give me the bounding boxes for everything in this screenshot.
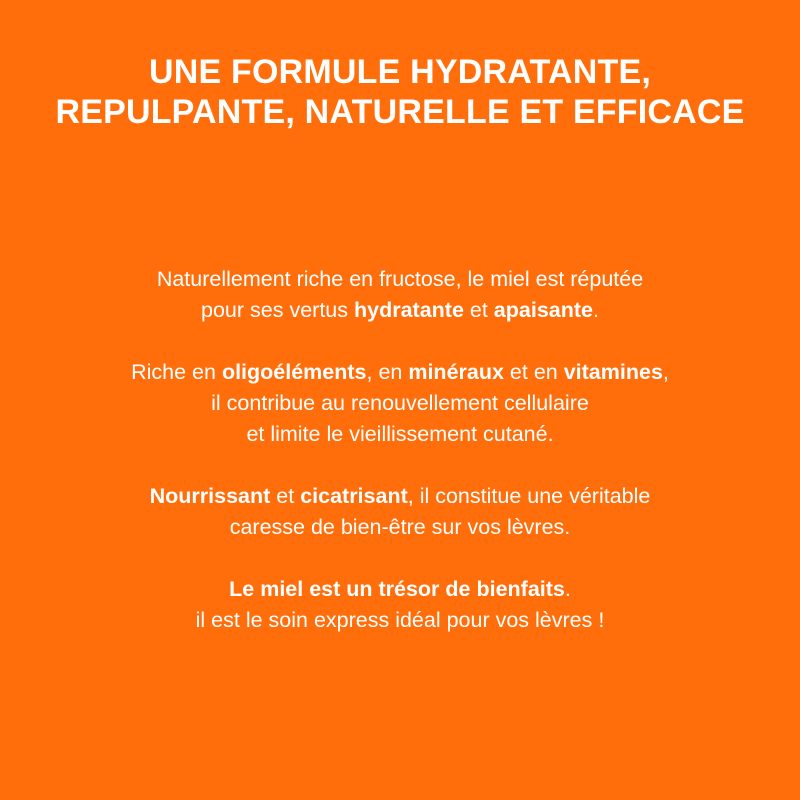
text-segment: . (592, 298, 599, 322)
text-line: caresse de bien-être sur vos lèvres. (229, 515, 571, 539)
text-line (40, 357, 760, 388)
text-line (40, 295, 760, 326)
highlight-hydratante: hydratante (353, 298, 464, 322)
highlight-tresor: Le miel est un trésor de bienfaits (229, 577, 565, 601)
paragraph-nutrients (40, 357, 760, 450)
text-segment: , il constitue une véritable (407, 484, 651, 508)
page-title (0, 52, 800, 132)
text-segment: pour ses vertus (201, 298, 354, 322)
highlight-cicatrisant: cicatrisant (300, 484, 408, 508)
text-segment: , (662, 360, 669, 384)
text-line: il contribue au renouvellement cellulaire (211, 391, 589, 415)
text-segment: . (564, 577, 571, 601)
paragraph-treasure (40, 574, 760, 636)
text-line (40, 574, 760, 605)
text-line: Naturellement riche en fructose, le miel est réputée (156, 267, 644, 291)
text-segment: et en (503, 360, 564, 384)
description-text (40, 264, 760, 636)
text-line: il est le soin express idéal pour vos lèvres ! (195, 608, 605, 632)
highlight-apaisante: apaisante (493, 298, 593, 322)
text-segment: , en (366, 360, 409, 384)
title-line-1: UNE FORMULE HYDRATANTE, (149, 53, 651, 91)
paragraph-nourishing (40, 481, 760, 543)
highlight-vitamines: vitamines (563, 360, 663, 384)
highlight-mineraux: minéraux (408, 360, 504, 384)
text-segment: et (463, 298, 494, 322)
title-line-2: REPULPANTE, NATURELLE ET EFFICACE (55, 93, 745, 131)
text-line (40, 481, 760, 512)
text-line: et limite le vieillissement cutané. (246, 422, 554, 446)
text-segment: Riche en (131, 360, 222, 384)
paragraph-fructose (40, 264, 760, 326)
highlight-nourrissant: Nourrissant (149, 484, 271, 508)
text-segment: et (270, 484, 301, 508)
highlight-oligoelements: oligoéléments (221, 360, 367, 384)
